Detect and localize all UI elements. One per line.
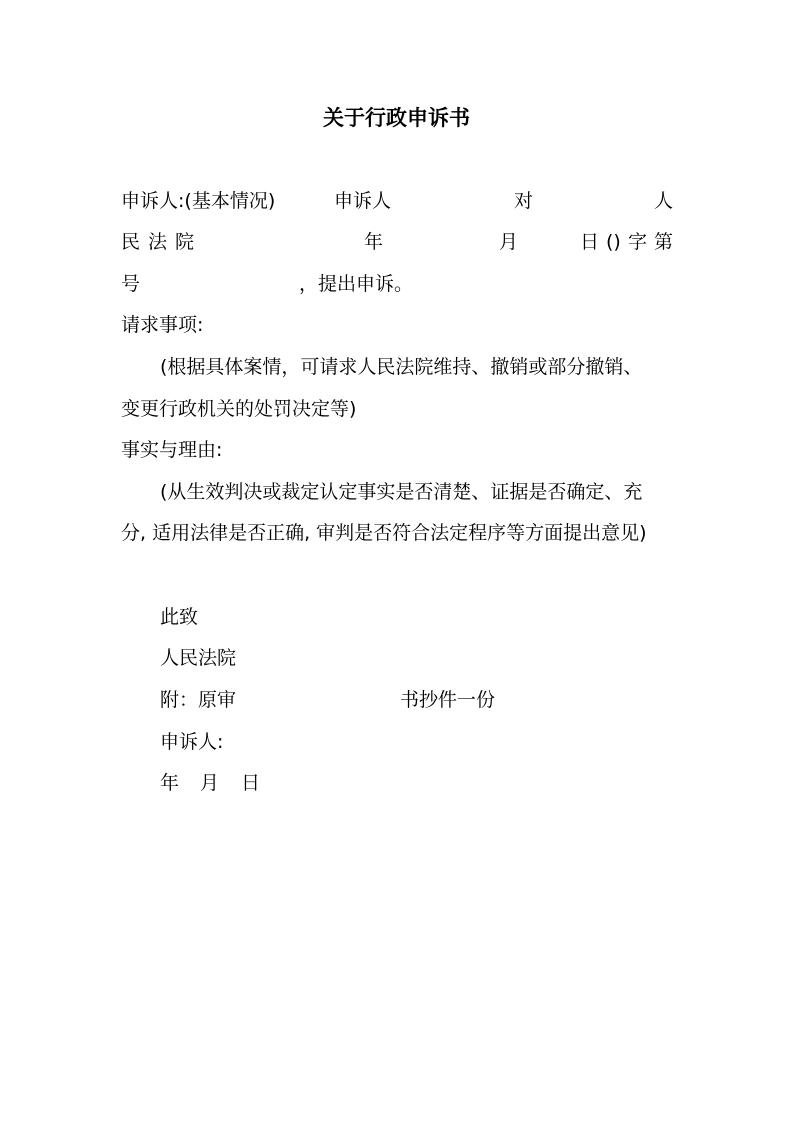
facts-body-line-2: 分, 适用法律是否正确, 审判是否符合法定程序等方面提出意见) [121,522,647,544]
facts-heading: 事实与理由: [121,439,223,461]
petitioner-label: 申诉人 [334,190,392,212]
petitioner-basic-info-label: 申诉人:(基本情况) [121,190,276,212]
requests-body-line-1: (根据具体案情，可请求人民法院维持、撤销或部分撤销、 [160,356,643,378]
submit-petition-text: ，提出申诉。 [299,273,414,295]
attachment-original-label: 附：原审 [160,689,237,711]
facts-body-line-1: (从生效判决或裁定认定事实是否清楚、证据是否确定、充 [160,481,643,503]
court-addressee: 人民法院 [160,647,237,669]
date-year-label: 年 [160,772,180,794]
against-label: 对 [514,190,534,212]
court-char-3: 院 [175,231,195,253]
people-label: 人 [654,190,674,212]
document-title: 关于行政申诉书 [323,106,470,130]
court-char-1: 民 [121,231,141,253]
date-day-label: 日 [241,772,261,794]
attachment-copy-label: 书抄件一份 [400,689,496,711]
closing-salutation: 此致 [160,606,199,628]
hao-label: 号 [121,273,141,295]
court-char-2: 法 [148,231,168,253]
date-month-label: 月 [200,772,220,794]
signer-label: 申诉人: [160,731,224,753]
parentheses-label: () [606,231,621,253]
requests-heading: 请求事项: [121,314,204,336]
zi-label: 字 [628,231,648,253]
di-label: 第 [654,231,674,253]
month-label: 月 [499,231,519,253]
requests-body-line-2: 变更行政机关的处罚决定等) [121,398,357,420]
day-label: 日 [580,231,600,253]
year-label: 年 [364,231,384,253]
